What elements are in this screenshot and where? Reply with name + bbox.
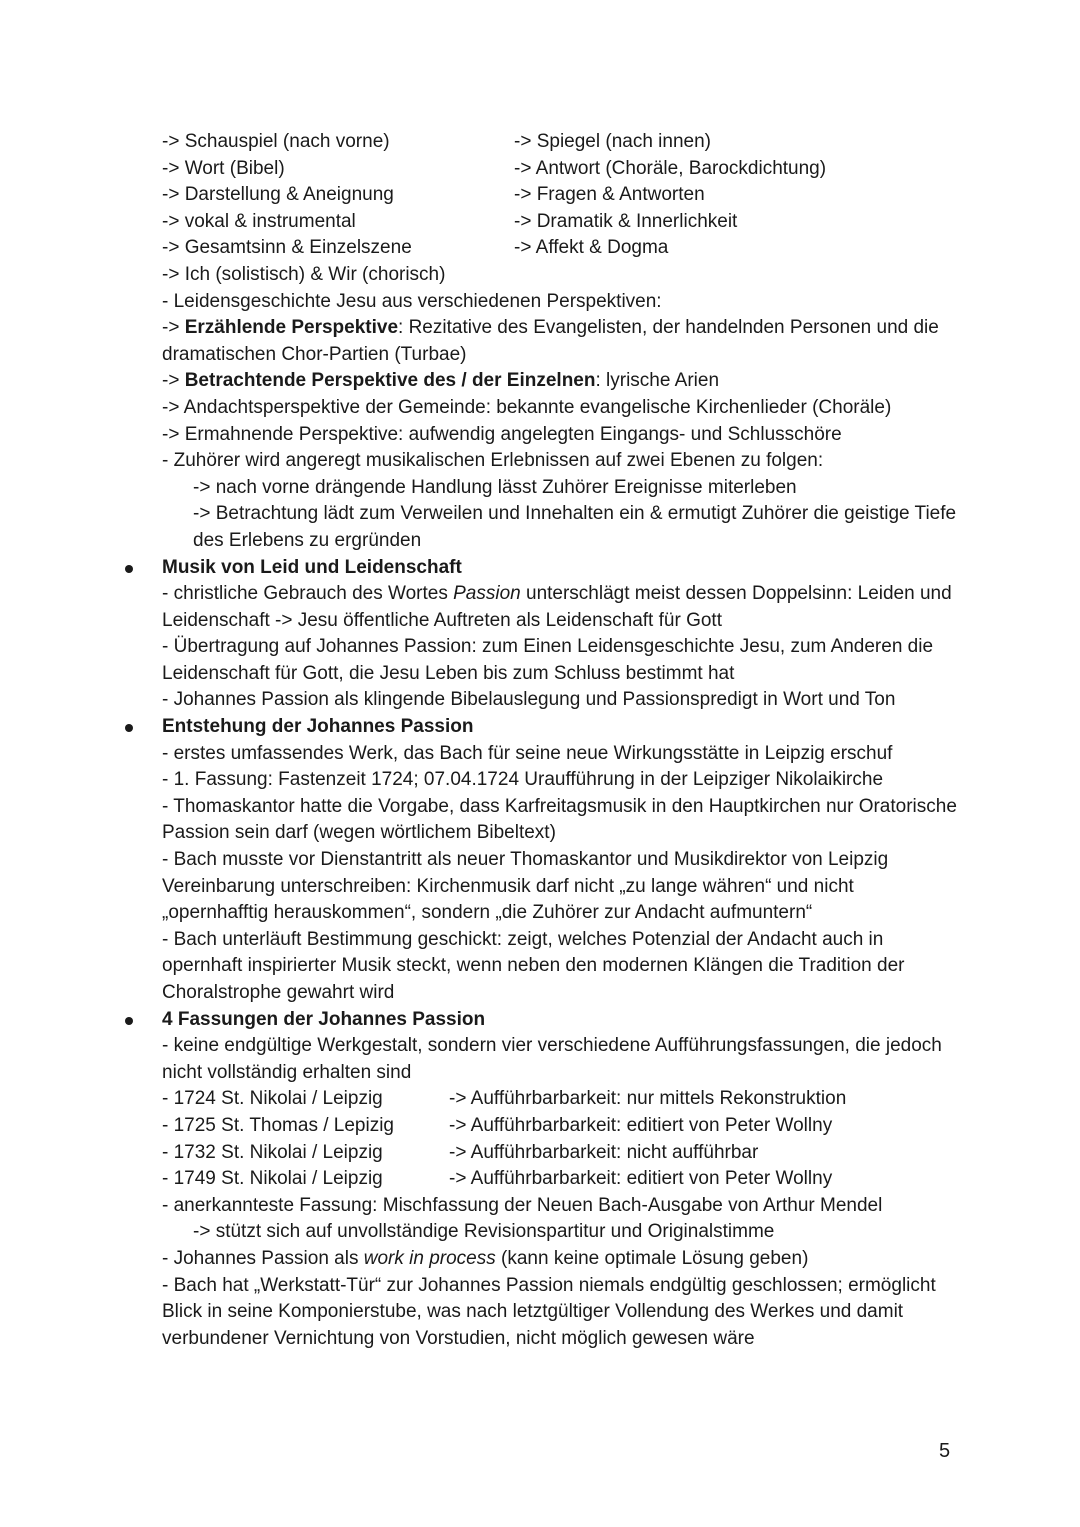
paragraph: - anerkannteste Fassung: Mischfassung der Neuen Bach-Ausgabe von Arthur Mendel: [162, 1194, 883, 1216]
section-heading: [162, 555, 962, 582]
version-performability: -> Aufführbarbarkeit: editiert von Peter Wollny: [449, 1168, 833, 1190]
bold-term: Betrachtende Perspektive des / der Einzelnen: [184, 370, 596, 392]
arrow-prefix: ->: [162, 317, 185, 339]
heading-text: Entstehung der Johannes Passion: [162, 716, 474, 738]
version-performability: -> Aufführbarbarkeit: editiert von Peter Wollny: [449, 1114, 833, 1136]
paragraph: [162, 581, 962, 634]
comparison-row: [162, 209, 962, 236]
paragraph: [162, 1246, 962, 1273]
perspective-text: : Rezitative des Evangelisten, der handelnden Personen und die dramatischen Chor-Partien (Turbae): [162, 317, 939, 365]
text-line-indented: -> nach vorne drängende Handlung lässt Zuhörer Ereignisse miterleben: [193, 476, 797, 498]
paragraph: - Thomaskantor hatte die Vorgabe, dass Karfreitagsmusik in den Hauptkirchen nur Oratorische Passion sein darf (wegen wörtlichem Bibeltext): [162, 795, 957, 844]
comparison-left: -> Wort (Bibel): [162, 157, 285, 179]
text-line-indented: -> stützt sich auf unvollständige Revisionspartitur und Originalstimme: [193, 1221, 775, 1243]
bullet-icon: [125, 1017, 133, 1025]
comparison-right: -> Affekt & Dogma: [514, 237, 669, 259]
perspective-narrative: [162, 315, 962, 368]
paragraph: - Bach unterläuft Bestimmung geschickt: zeigt, welches Potenzial der Andacht auch in opernhaft inspirierter Musik steckt, wenn neben den modernen Klängen die Tradition der Choralstrophe gewahrt wird: [162, 928, 905, 1003]
paragraph: - Johannes Passion als klingende Bibelauslegung und Passionspredigt in Wort und Ton: [162, 689, 896, 711]
perspective-contemplative: [162, 368, 962, 395]
paragraph: - Übertragung auf Johannes Passion: zum Einen Leidensgeschichte Jesu, zum Anderen die Leidenschaft für Gott, die Jesu Leben bis zum Schluss bestimmt hat: [162, 636, 934, 684]
comparison-right: -> Antwort (Choräle, Barockdichtung): [514, 157, 827, 179]
text-fragment: - christliche Gebrauch des Wortes: [162, 583, 454, 605]
comparison-row: [162, 182, 962, 209]
version-row: [162, 1086, 962, 1113]
arrow-prefix: ->: [162, 370, 185, 392]
text-line: -> Ich (solistisch) & Wir (chorisch): [162, 263, 446, 285]
page-number: 5: [939, 1440, 951, 1462]
comparison-right: -> Spiegel (nach innen): [514, 131, 711, 152]
comparison-right: -> Dramatik & Innerlichkeit: [514, 210, 738, 232]
text-line-indented: -> Betrachtung lädt zum Verweilen und Innehalten ein & ermutigt Zuhörer die geistige Tiefe des Erlebens zu ergründen: [193, 503, 957, 551]
version-place: - 1724 St. Nikolai / Leipzig: [162, 1088, 383, 1110]
comparison-left: -> vokal & instrumental: [162, 210, 356, 232]
comparison-row: [162, 156, 962, 183]
paragraph: - 1. Fassung: Fastenzeit 1724; 07.04.1724 Uraufführung in der Leipziger Nikolaikirche: [162, 769, 884, 791]
heading-text: Musik von Leid und Leidenschaft: [162, 556, 462, 578]
version-place: - 1732 St. Nikolai / Leipzig: [162, 1141, 383, 1163]
text-fragment: unterschlägt meist dessen Doppelsinn: Leiden und Leidenschaft -> Jesu öffentliche Auftreten als Leidenschaft für Gott: [162, 583, 952, 631]
version-row: [162, 1140, 962, 1167]
version-row: [162, 1113, 962, 1140]
version-place: - 1749 St. Nikolai / Leipzig: [162, 1168, 383, 1190]
text-line: - Zuhörer wird angeregt musikalischen Erlebnissen auf zwei Ebenen zu folgen:: [162, 450, 824, 472]
paragraph: - Bach hat „Werkstatt-Tür“ zur Johannes Passion niemals endgültig geschlossen; ermöglicht Blick in seine Komponierstube, was nach letztgültiger Vollendung des Werkes und damit verbundener Vernichtung von Vorstudien, nicht möglich gewesen wäre: [162, 1274, 936, 1349]
version-row: [162, 1166, 962, 1193]
bold-term: Erzählende Perspektive: [184, 317, 399, 339]
text-line: -> Andachtsperspektive der Gemeinde: bekannte evangelische Kirchenlieder (Choräle): [162, 396, 892, 418]
text-line: -> Ermahnende Perspektive: aufwendig angelegten Eingangs- und Schlusschöre: [162, 423, 842, 445]
bullet-icon: [125, 724, 133, 732]
comparison-left: -> Darstellung & Aneignung: [162, 184, 394, 206]
perspective-text: : lyrische Arien: [595, 370, 720, 392]
italic-term: work in process: [363, 1247, 496, 1269]
text-fragment: - Johannes Passion als: [162, 1247, 364, 1269]
comparison-row: [162, 129, 962, 156]
text-line: - Leidensgeschichte Jesu aus verschiedenen Perspektiven:: [162, 290, 662, 312]
text-fragment: (kann keine optimale Lösung geben): [495, 1247, 809, 1269]
comparison-left: -> Schauspiel (nach vorne): [162, 131, 390, 152]
paragraph: - Bach musste vor Dienstantritt als neuer Thomaskantor und Musikdirektor von Leipzig Vereinbarung unterschreiben: Kirchenmusik darf nicht „zu lange währen“ und nicht „opernhafftig herauskommen“, sondern „die Zuhörer zur Andacht aufmuntern“: [162, 849, 889, 924]
version-performability: -> Aufführbarbarkeit: nicht aufführbar: [449, 1141, 759, 1163]
comparison-right: -> Fragen & Antworten: [514, 184, 705, 206]
page-content: [162, 129, 962, 1352]
comparison-left: -> Gesamtsinn & Einzelszene: [162, 237, 412, 259]
italic-term: Passion: [453, 583, 521, 605]
version-place: - 1725 St. Thomas / Lepizig: [162, 1114, 394, 1136]
section-heading: [162, 1007, 962, 1034]
paragraph: - keine endgültige Werkgestalt, sondern vier verschiedene Aufführungsfassungen, die jedoch nicht vollständig erhalten sind: [162, 1035, 942, 1083]
version-performability: -> Aufführbarbarkeit: nur mittels Rekonstruktion: [449, 1088, 847, 1110]
section-heading: [162, 714, 962, 741]
bullet-icon: [125, 565, 133, 573]
comparison-row: [162, 235, 962, 262]
paragraph: - erstes umfassendes Werk, das Bach für seine neue Wirkungsstätte in Leipzig erschuf: [162, 742, 893, 764]
heading-text: 4 Fassungen der Johannes Passion: [162, 1008, 486, 1030]
